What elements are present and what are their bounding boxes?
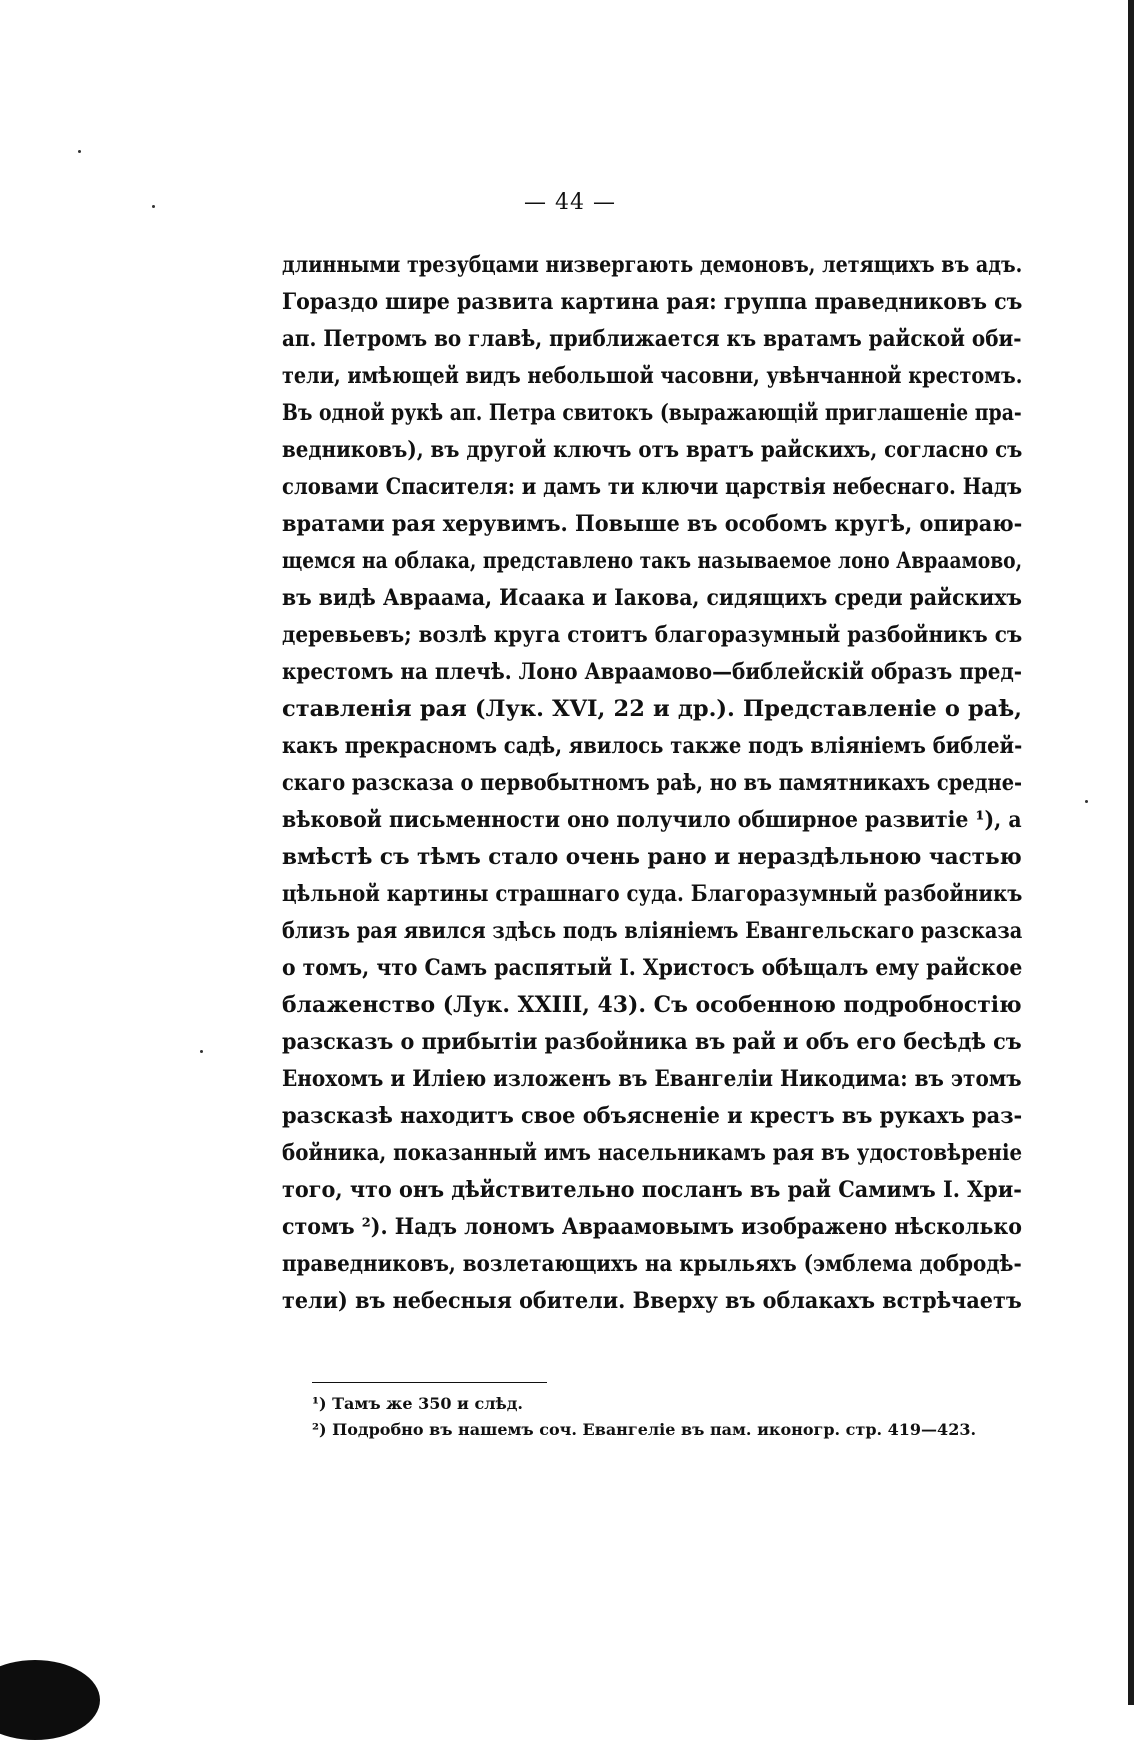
text-line: вѣковой письменности оно получило обширное развитiе ¹), а xyxy=(282,807,1022,833)
scan-corner-blot xyxy=(0,1660,100,1740)
text-line: тели, имѣющей видъ небольшой часовни, увѣнчанной крестомъ. xyxy=(282,363,1023,389)
text-line: скаго разсказа о первобытномъ раѣ, но въ памятникахъ средне- xyxy=(282,770,1023,796)
text-line: словами Спасителя: и дамъ ти ключи царствiя небеснаго. Надъ xyxy=(282,474,1023,500)
text-line: крестомъ на плечѣ. Лоно Авраамово—библейскiй образъ пред- xyxy=(282,659,1023,685)
text-line: деревьевъ; возлѣ круга стоитъ благоразумный разбойникъ съ xyxy=(282,622,1023,648)
text-line: ап. Петромъ во главѣ, приближается къ вратамъ райской оби- xyxy=(282,326,1022,352)
text-line: цѣльной картины страшнаго суда. Благоразумный разбойникъ xyxy=(282,881,1023,907)
scan-speck xyxy=(200,1050,203,1053)
text-line: въ видѣ Авраама, Исаака и Iакова, сидящихъ среди райскихъ xyxy=(282,585,1022,611)
text-line: праведниковъ, возлетающихъ на крыльяхъ (эмблема добродѣ- xyxy=(282,1251,1022,1277)
text-line: вратами рая херувимъ. Повыше въ особомъ кругѣ, опираю- xyxy=(282,511,1023,537)
footnote-divider xyxy=(312,1382,547,1383)
scan-speck xyxy=(1085,800,1088,803)
text-line: Въ одной рукѣ ап. Петра свитокъ (выражающiй приглашенiе пра- xyxy=(282,400,1022,426)
text-line: стомъ ²). Надъ лономъ Авраамовымъ изображено нѣсколько xyxy=(282,1214,1022,1240)
text-line: длинными трезубцами низвергають демоновъ, летящихъ въ адъ. xyxy=(282,252,1023,278)
scan-edge-bar xyxy=(1128,0,1134,1705)
text-line: вмѣстѣ съ тѣмъ стало очень рано и нераздѣльною частью xyxy=(282,844,1022,870)
scan-speck xyxy=(78,150,81,153)
page-number: — 44 — xyxy=(524,190,616,215)
text-line: разсказъ о прибытiи разбойника въ рай и объ его бесѣдѣ съ xyxy=(282,1029,1022,1055)
text-line: Гораздо шире развита картина рая: группа праведниковъ съ xyxy=(282,289,1023,315)
footnote-1: ¹) Тамъ же 350 и слѣд. xyxy=(312,1394,523,1413)
text-line: щемся на облака, представлено такъ называемое лоно Авраамово, xyxy=(282,548,1023,574)
text-line: тели) въ небесныя обители. Вверху въ облакахъ встрѣчаетъ xyxy=(282,1288,1022,1314)
text-line: разсказѣ находитъ свое объясненiе и крестъ въ рукахъ раз- xyxy=(282,1103,1023,1129)
text-line: какъ прекрасномъ садѣ, явилось также подъ влiянiемъ библей- xyxy=(282,733,1023,759)
text-line: близъ рая явился здѣсь подъ влiянiемъ Евангельскаго разсказа xyxy=(282,918,1023,944)
text-line: о томъ, что Самъ распятый I. Христосъ обѣщалъ ему райское xyxy=(282,955,1023,981)
text-line: бойника, показанный имъ насельникамъ рая въ удостовѣренiе xyxy=(282,1140,1023,1166)
text-line: ставленiя рая (Лук. XVI, 22 и др.). Представленiе о раѣ, xyxy=(282,696,1022,722)
text-line: того, что онъ дѣйствительно посланъ въ рай Самимъ I. Хри- xyxy=(282,1177,1022,1203)
text-line: блаженство (Лук. XXIII, 43). Съ особенною подробностiю xyxy=(282,992,1022,1018)
footnote-2: ²) Подробно въ нашемъ соч. Евангелiе въ пам. иконогр. стр. 419—423. xyxy=(312,1420,977,1439)
text-line: ведниковъ), въ другой ключъ отъ вратъ райскихъ, согласно съ xyxy=(282,437,1023,463)
text-line: Енохомъ и Илiею изложенъ въ Евангелiи Никодима: въ этомъ xyxy=(282,1066,1022,1092)
